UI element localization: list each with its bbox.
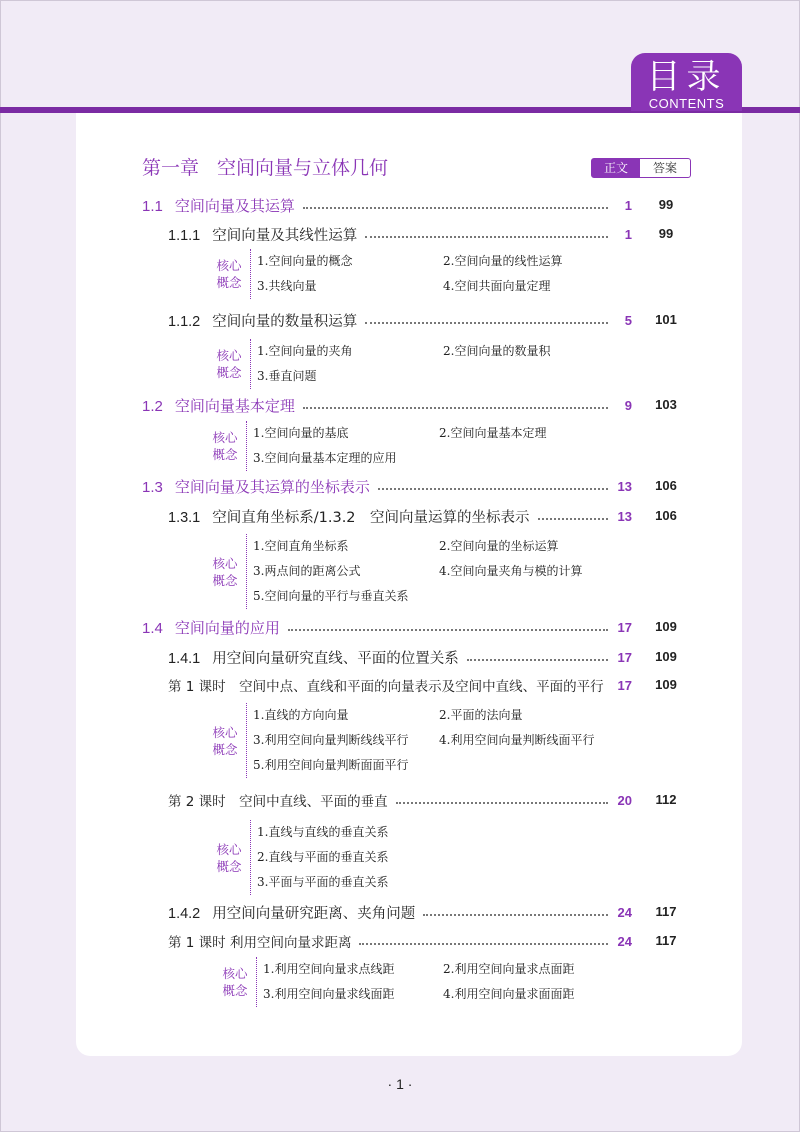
core-concepts: 核心 概念 1.空间向量的基底 2.空间向量基本定理 3.空间向量基本定理的应用 xyxy=(210,421,629,471)
answer-page: 99 xyxy=(658,197,674,212)
contents-title-tab xyxy=(631,53,742,111)
answer-page: 101 xyxy=(655,312,677,327)
answer-page: 117 xyxy=(655,904,677,919)
toc-entry[interactable]: 1.2 空间向量基本定理 9 xyxy=(142,396,632,415)
toc-entry[interactable]: 1.4 空间向量的应用 17 xyxy=(142,618,632,637)
toc-entry[interactable]: 1.3 空间向量及其运算的坐标表示 13 xyxy=(142,477,632,496)
toc-entry[interactable]: 1.1.2 空间向量的数量积运算 5 xyxy=(168,312,632,330)
toc-entry[interactable]: 1.4.1 用空间向量研究直线、平面的位置关系 17 xyxy=(168,649,632,667)
answer-page: 106 xyxy=(655,508,677,523)
chapter-heading xyxy=(142,153,388,180)
page-number: · 1 · xyxy=(387,1076,413,1092)
chapter-title: 空间向量与立体几何 xyxy=(217,157,389,179)
toc-entry[interactable]: 第 1 课时 利用空间向量求距离 24 xyxy=(168,933,632,951)
answer-page: 106 xyxy=(655,478,677,493)
toc-entry[interactable]: 1.1.1 空间向量及其线性运算 1 xyxy=(168,226,632,244)
text-answer-toggle[interactable] xyxy=(591,158,691,178)
answer-page: 99 xyxy=(658,226,674,241)
core-concepts: 核心 概念 1.直线的方向向量 2.平面的法向量 3.利用空间向量判断线线平行 4.利用空间向量判断线面平行 5.利用空间向量判断面面平行 xyxy=(210,703,629,778)
toggle-answer[interactable]: 答案 xyxy=(652,161,677,175)
answer-page: 103 xyxy=(655,397,677,412)
title-en: CONTENTS xyxy=(648,96,725,111)
core-concepts: 核心 概念 1.直线与直线的垂直关系 2.直线与平面的垂直关系 3.平面与平面的垂直关系 xyxy=(214,820,633,895)
toc-entry[interactable]: 1.3.1 空间直角坐标系/1.3.2 空间向量运算的坐标表示 13 xyxy=(168,508,632,526)
answer-page: 109 xyxy=(655,677,677,692)
toc-entry[interactable]: 1.4.2 用空间向量研究距离、夹角问题 24 xyxy=(168,904,632,922)
toc-entry[interactable]: 第 1 课时 空间中点、直线和平面的向量表示及空间中直线、平面的平行 17 xyxy=(168,677,632,695)
answer-page: 109 xyxy=(655,619,677,634)
answer-page: 109 xyxy=(655,649,677,664)
chapter-number: 第一章 xyxy=(142,157,200,179)
core-concepts: 核心 概念 1.空间直角坐标系 2.空间向量的坐标运算 3.两点间的距离公式 4.空间向量夹角与模的计算 5.空间向量的平行与垂直关系 xyxy=(210,534,629,609)
core-concepts: 核心 概念 1.空间向量的夹角 2.空间向量的数量积 3.垂直问题 xyxy=(214,339,633,389)
toggle-text[interactable]: 正文 xyxy=(592,159,640,177)
answer-page: 112 xyxy=(655,792,677,807)
answer-page: 117 xyxy=(655,933,677,948)
core-concepts: 核心 概念 1.空间向量的概念 2.空间向量的线性运算 3.共线向量 4.空间共面向量定理 xyxy=(214,249,633,299)
core-concepts: 核心 概念 1.利用空间向量求点线距 2.利用空间向量求点面距 3.利用空间向量求线面距 4.利用空间向量求面面距 xyxy=(220,957,633,1007)
title-zh: 目录 xyxy=(646,57,727,97)
toc-entry[interactable]: 1.1 空间向量及其运算 1 xyxy=(142,196,632,215)
toc-entry[interactable]: 第 2 课时 空间中直线、平面的垂直 20 xyxy=(168,792,632,810)
